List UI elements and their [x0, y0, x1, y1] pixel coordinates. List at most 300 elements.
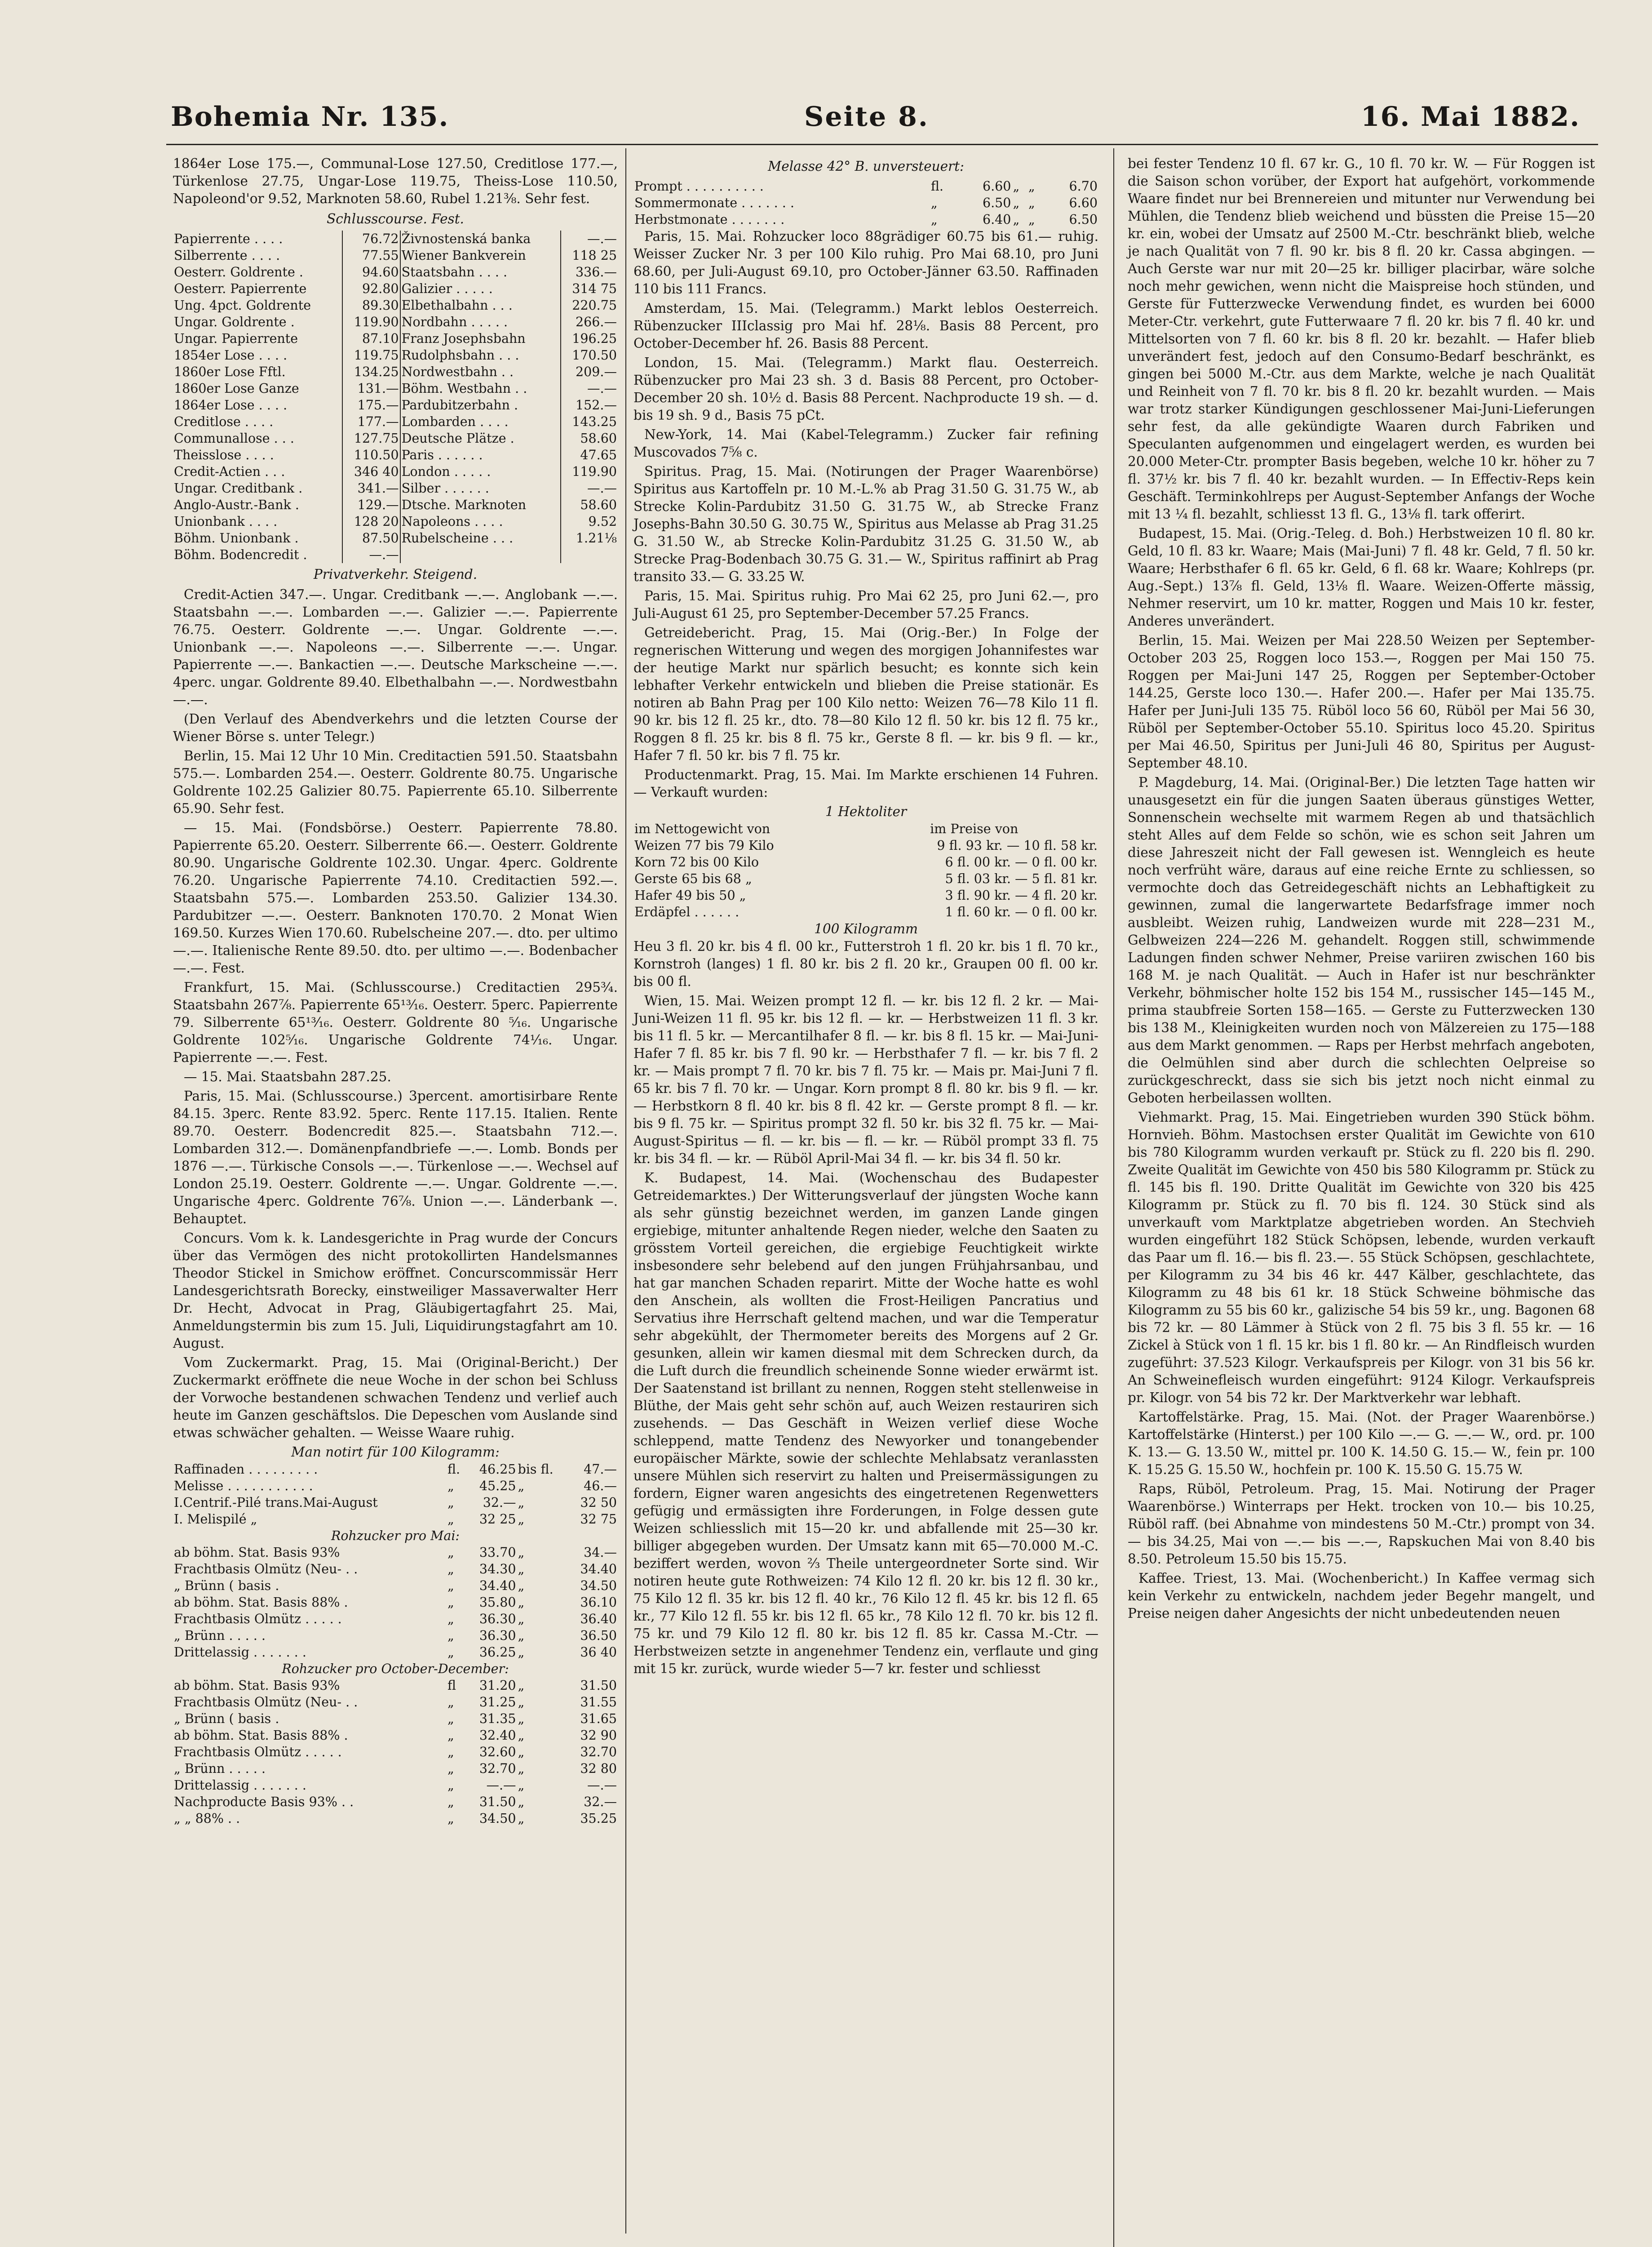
berlin-paragraph: Berlin, 15. Mai 12 Uhr 10 Min. Creditactien 591.50. Staatsbahn 575.—. Lombarden 254.—. Oesterr. Goldrente 80.75. Ungarische Goldrente 102.25 Galizier 80.75. Papierrente 65.10. Silberrente 65.90. Sehr fest. — [173, 748, 618, 816]
table-row — [633, 887, 1098, 904]
security-price: —.— — [587, 381, 617, 396]
zucker-note: Man notirt für 100 Kilogramm: — [291, 1444, 500, 1460]
frankfurt-paragraph: Frankfurt, 15. Mai. (Schlusscourse.) Creditactien 295¾. Staatsbahn 267⅞. Papierrente 65¹³⁄₁₆. Oesterr. 5perc. Papierrente 79. Silberrente 65¹³⁄₁₆. Oesterr. Goldrente 80 ⁵⁄₁₆. Ungarische Goldrente 102⁵⁄₁₆. Ungarische Goldrente 74¹⁄₁₆. Ungar. Papierrente —.—. Fest. — [173, 980, 618, 1065]
security-name: Nordbahn . . . . . — [400, 314, 561, 330]
zucker-label: Nachproducte Basis 93% . . — [174, 1794, 354, 1809]
header-rule — [166, 144, 1598, 145]
security-name: Staatsbahn . . . . — [400, 264, 561, 280]
column-rule-2 — [1113, 148, 1114, 2247]
zucker-price-to: 32.— — [584, 1794, 617, 1809]
security-name: Böhm. Bodencredit . — [173, 546, 342, 563]
wien-paragraph: Wien, 15. Mai. Weizen prompt 12 fl. — kr. bis 12 fl. 2 kr. — Mai-Juni-Weizen 11 fl. 95 kr. bis 12 fl. — kr. — Herbstweizen 11 fl. 3 kr. bis 11 fl. 5 kr. — Mercantilhafer 8 fl. — kr. bis 8 fl. 15 kr. — Mai-Juni-Hafer 7 fl. 85 kr. bis 7 fl. 90 kr. — Herbsthafer 7 fl. — kr. bis 7 fl. 2 kr. — Mais prompt 7 fl. 70 kr. bis 7 fl. 75 kr. — Mais pr. Mai-Juni 7 fl. 65 kr. bis 7 fl. 70 kr. — Ungar. Korn prompt 8 fl. 80 kr. bis 9 fl. — kr. — Herbstkorn 8 fl. 40 kr. bis 8 fl. 42 kr. — Gerste prompt 8 fl. — kr. bis 9 fl. 75 kr. — Spiritus prompt 32 fl. 50 kr. bis 32 fl. 75 kr. — Mai-August-Spiritus — fl. — kr. bis — fl. — kr. — Rüböl prompt 33 fl. 75 kr. bis 34 fl. — kr. — Rüböl April-Mai 34 fl. — kr. bis 34 fl. 50 kr. — [633, 993, 1098, 1166]
melasse-cell: 6.60 — [982, 179, 1011, 194]
zucker-price-to: 32 80 — [580, 1761, 617, 1776]
security-name: Elbethalbahn . . . — [400, 297, 561, 314]
table-row — [173, 1777, 618, 1794]
zucker-unit: „ — [447, 1578, 454, 1593]
melasse-cell: „ — [1028, 212, 1035, 227]
table-row — [173, 1528, 618, 1544]
zucker-price-from: 31.50 — [479, 1794, 516, 1809]
security-price — [561, 546, 618, 563]
table-row — [173, 1544, 618, 1561]
security-price: 143.25 — [572, 414, 617, 429]
frankfurt-staatsbahn-line: — 15. Mai. Staatsbahn 287.25. — [184, 1069, 391, 1084]
security-price: 134.25 — [342, 364, 400, 380]
table-row — [173, 413, 618, 430]
newyork-paragraph: New-York, 14. Mai (Kabel-Telegramm.) Zucker fair refining Muscovados 7⅝ c. — [633, 427, 1098, 460]
zucker-bis: „ — [518, 1479, 525, 1493]
zucker-unit: fl — [447, 1678, 456, 1693]
security-name — [400, 546, 561, 563]
zucker-price-to: 32 90 — [580, 1728, 617, 1743]
zucker-price-from: 33.70 — [479, 1545, 516, 1560]
productenmarkt-paragraph: Productenmarkt. Prag, 15. Mai. Im Markte erschienen 14 Fuhren. — Verkauft wurden: — [633, 767, 1098, 800]
security-price: 336.— — [576, 265, 617, 280]
table-row — [173, 280, 618, 297]
security-name: Galizier . . . . . — [400, 280, 561, 297]
security-price: 170.50 — [572, 348, 617, 363]
zucker-price-to: 36.40 — [580, 1612, 617, 1626]
table-row — [173, 364, 618, 380]
security-name: Deutsche Plätze . — [400, 430, 561, 447]
security-name: Credit-Actien . . . — [173, 463, 342, 480]
viehmarkt-paragraph: Viehmarkt. Prag, 15. Mai. Eingetrieben wurden 390 Stück böhm. Hornvieh. Böhm. Mastochsen erster Qualität im Gewichte von 610 bis 780 Kilogramm wurden verkauft pr. Stück zu fl. 220 bis fl. 290. Zweite Qualität im Gewichte von 450 bis 580 Kilogramm pr. Stück zu fl. 145 bis fl. 190. Dritte Qualität im Gewichte von 320 bis 425 Kilogramm pr. Stück zu fl. 70 bis fl. 124. 30 Stück sind als unverkauft vom Marktplatze abgetrieben worden. An Stechvieh wurden eingeführt 182 Stück Schöpsen, lebende, wurden verkauft das Paar um fl. 16.— bis fl. 23.—. 55 Stück Schöpsen, geschlachtete, per Kilogramm zu 34 bis 46 kr. 447 Kälber, geschlachtete, das Kilogramm zu 48 bis 61 kr. 18 Stück Schweine böhmische das Kilogramm zu 55 bis 60 kr., galizische 54 bis 59 kr., ung. Bagonen 68 bis 72 kr. — 80 Lämmer à Stück von 2 fl. 75 bis 3 fl. 55 kr. — 16 Zickel à Stück von 1 fl. 15 kr. bis 1 fl. 80 kr. — An Rindfleisch wurden zugeführt: 37.523 Kilogr. Verkaufspreis per Kilogr. von 31 bis 56 kr. An Schweinefleisch wurden eingeführt: 9124 Kilogr. Verkaufspreis pr. Kilogr. von 54 bis 72 kr. Der Marktverkehr war lebhaft. — [1128, 1110, 1595, 1405]
zucker-price-to: —.— — [587, 1778, 617, 1793]
zucker-price-from: 34.50 — [479, 1811, 516, 1826]
table-row — [633, 854, 1098, 870]
amsterdam-paragraph: Amsterdam, 15. Mai. (Telegramm.) Markt leblos Oesterreich. Rübenzucker IIIclassig pro Mai hf. 28⅛. Basis 88 Percent, pro October-December hf. 26. Basis 88 Percent. — [633, 301, 1098, 351]
table-row — [173, 314, 618, 330]
zucker-label: „ Brünn ( basis . — [174, 1711, 279, 1726]
melasse-title: Melasse 42° B. unversteuert: — [768, 159, 964, 174]
zucker-bis: „ — [518, 1562, 525, 1576]
grain-price: 3 fl. 90 kr. — 4 fl. 20 kr. — [945, 888, 1098, 903]
security-price: 118 25 — [572, 248, 617, 263]
column-3 — [1128, 155, 1595, 1624]
melasse-cell: Sommermonate . . . . . . . — [634, 195, 794, 210]
zucker-unit: „ — [447, 1495, 454, 1510]
security-price: 196.25 — [572, 331, 617, 346]
zucker-price-from: 45.25 — [479, 1479, 516, 1493]
zucker-bis: „ — [518, 1612, 525, 1626]
table-row — [173, 247, 618, 264]
security-name: Rudolphsbahn . . . — [400, 347, 561, 364]
security-price: 314 75 — [572, 281, 617, 296]
security-price: 175.— — [342, 397, 400, 413]
kaffee-paragraph: Kaffee. Triest, 13. Mai. (Wochenbericht.) In Kaffee vermag sich kein Verkehr zu entwickeln, nachdem jeder Begehr mangelt, und Preise neigen daher Angesichts der nicht unbedeutenden neuen — [1128, 1571, 1595, 1621]
table-row — [173, 1810, 618, 1827]
zucker-bis: „ — [518, 1545, 525, 1560]
zucker-bis: „ — [518, 1678, 525, 1693]
zucker-table — [173, 1461, 618, 1827]
zucker-price-to: 34.— — [584, 1545, 617, 1560]
table-row — [173, 1577, 618, 1594]
budapest-wochenschau-paragraph: K. Budapest, 14. Mai. (Wochenschau des Budapester Getreidemarktes.) Der Witterungsverlauf der jüngsten Woche kann als sehr günstig bezeichnet werden, im ganzen Lande gingen ergiebige, mitunter anhaltende Regen nieder, welche den Saaten zu grösstem Vorteil gereichen, die ergiebige Feuchtigkeit wirkte insbesondere sehr belebend auf den jungen Frühjahrsanbau, und hat gar manchen Schaden reparirt. Mitte der Woche hatte es wohl den Anschein, als wollten die Frost-Heiligen Pancratius und Servatius ihre Herrschaft geltend machen, und war die Temperatur sehr abgekühlt, der Thermometer bereits des Morgens auf 2 Gr. gesunken, allein wir kamen diesmal mit dem Schrecken durch, da die Luft durch die freundlich scheinende Sonne wieder erwärmt ist. Der Saatenstand ist brillant zu nennen, Roggen steht stellenweise in Blüthe, der Mais geht sehr schön auf, auch Weizen restauriren sich zusehends. — Das Geschäft in Weizen verlief diese Woche schleppend, matte Tendenz des Newyorker und tonangebender europäischer Märkte, sowie der schlechte Mehlabsatz veranlassten unsere Mühlen sich reservirt zu halten und Preisermässigungen zu fordern, Eigner waren angesichts des eingetretenen Regenwetters gefügig und ermässigten ihre Forderungen, in Folge dessen gute Weizen schliesslich mit 15—20 kr. und abfallende mit 25—30 kr. billiger abgegeben wurden. Der Umsatz kann mit 65—70.000 M.-C. beziffert werden, wovon ⅔ Theile untergeordneter Sorte sind. Wir notiren heute gute Rothweizen: 74 Kilo 12 fl. 20 kr. bis 12 fl. 30 kr., 75 Kilo 12 fl. 35 kr. bis 12 fl. 40 kr., 76 Kilo 12 fl. 45 kr. bis 12 fl. 65 kr., 77 Kilo 12 fl. 55 kr. bis 12 fl. 65 kr., 78 Kilo 12 fl. 70 kr. bis 12 fl. 75 kr. und 79 Kilo 12 fl. 80 kr. bis 12 fl. 85 kr. Cassa M.-Ctr. — Herbstweizen setzte in angenehmer Tendenz ein, verflaute und ging mit 15 kr. zurück, wurde wieder 5—7 kr. fester und schliesst — [633, 1170, 1098, 1676]
security-price: 346 40 — [342, 463, 400, 480]
grain-weight: Hafer 49 bis 50 „ — [634, 888, 746, 903]
security-name: Silber . . . . . . — [400, 480, 561, 497]
security-price: 87.50 — [342, 530, 400, 546]
table-row — [173, 1644, 618, 1661]
table-row — [633, 904, 1098, 920]
hektoliter-table — [633, 821, 1098, 920]
security-price: 89.30 — [342, 297, 400, 314]
zucker-bis: „ — [518, 1761, 525, 1776]
zucker-label: Drittelassig . . . . . . . — [174, 1645, 306, 1660]
table-row — [173, 380, 618, 397]
security-price: 131.— — [342, 380, 400, 397]
security-price: 58.60 — [580, 497, 617, 512]
melasse-cell: „ — [1028, 195, 1035, 210]
table-row — [173, 463, 618, 480]
zucker-label: ab böhm. Stat. Basis 93% — [174, 1678, 340, 1693]
security-name: Ung. 4pct. Goldrente — [173, 297, 342, 314]
zucker-price-to: 32 50 — [580, 1495, 617, 1510]
zucker-unit: „ — [447, 1761, 454, 1776]
security-price: 110.50 — [342, 447, 400, 463]
security-price: 1.21⅛ — [576, 531, 617, 546]
spiritus-paragraph: Spiritus. Prag, 15. Mai. (Notirungen der Prager Waarenbörse) Spiritus aus Kartoffeln pr. 10 M.-L.% ab Prag 31.50 G. 31.75 W., ab Strecke Kolin-Pardubitz 31.50 G. 31.75 W., ab Strecke Franz Josephs-Bahn 30.50 G. 30.75 W., Spiritus aus Melasse ab Prag 31.25 G. 31.50 W., ab Strecke Kolin-Pardubitz 31.25 G. 31.50 W., ab Strecke Prag-Bodenbach 30.75 G. 31.— W., Spiritus raffinirt ab Prag transito 33.— G. 33.25 W. — [633, 464, 1098, 584]
melasse-cell: „ — [1013, 195, 1020, 210]
security-price: 87.10 — [342, 330, 400, 347]
table-row — [173, 1710, 618, 1727]
zucker-price-to: 35.25 — [580, 1811, 617, 1826]
security-price: 209.— — [576, 364, 617, 379]
zucker-label: Frachtbasis Olmütz . . . . . — [174, 1612, 342, 1626]
security-price: 76.72 — [342, 231, 400, 247]
security-name: Wiener Bankverein — [400, 247, 561, 264]
budapest-telegram-paragraph: Budapest, 15. Mai. (Orig.-Teleg. d. Boh.) Herbstweizen 10 fl. 80 kr. Geld, 10 fl. 83 kr. Waare; Mais (Mai-Juni) 7 fl. 48 kr. Geld, 7 fl. 50 kr. Waare; Herbsthafer 6 fl. 65 kr. Geld, 6 fl. 68 kr. Waare; Kohlreps (pr. Aug.-Sept.) 13⅞ fl. Geld, 13⅛ fl. Waare. Weizen-Offerte mässig, Nehmer reservirt, um 10 kr. matter, Roggen und Mais 10 kr. fester, Anderes unverändert. — [1128, 526, 1595, 629]
security-price: 152.— — [576, 398, 617, 413]
newspaper-title: Bohemia Nr. 135. — [171, 101, 449, 133]
zucker-price-from: 34.40 — [479, 1578, 516, 1593]
zucker-subheading: Rohzucker pro October-December: — [282, 1661, 509, 1676]
security-name: Nordwestbahn . . — [400, 364, 561, 380]
schlusscourse-table — [173, 231, 618, 563]
table-row — [633, 178, 1098, 195]
security-name: Rubelscheine . . . — [400, 530, 561, 546]
zucker-price-from: 31.25 — [479, 1695, 516, 1710]
security-price: 127.75 — [342, 430, 400, 447]
table-row — [633, 837, 1098, 854]
zucker-subheading: Rohzucker pro Mai: — [331, 1528, 460, 1543]
paris-paragraph: Paris, 15. Mai. (Schlusscourse.) 3percent. amortisirbare Rente 84.15. 3perc. Rente 83.92. 5perc. Rente 117.15. Italien. Rente 89.70. Oesterr. Bodencredit 825.—. Staatsbahn 712.—. Lombarden 312.—. Domänenpfandbriefe —.—. Lomb. Bonds per 1876 —.—. Türkische Consols —.—. Türkenlose —.—. Wechsel auf London 25.19. Oesterr. Goldrente —.—. Ungar. Goldrente —.—. Ungarische 4perc. Goldrente 76⅞. Union —.—. Länderbank —. Behauptet. — [173, 1088, 618, 1226]
security-price: —.— — [587, 481, 617, 496]
table-row — [173, 1694, 618, 1710]
zucker-price-to: 36 40 — [580, 1645, 617, 1660]
table-row — [173, 397, 618, 413]
zucker-bis: „ — [518, 1711, 525, 1726]
security-name: Oesterr. Goldrente . — [173, 264, 342, 280]
zucker-unit: „ — [447, 1778, 454, 1793]
table-row — [173, 1794, 618, 1810]
table-row — [173, 231, 618, 247]
table-row — [173, 1561, 618, 1577]
melasse-cell: Prompt . . . . . . . . . . — [634, 179, 764, 194]
security-price: 266.— — [576, 315, 617, 329]
concurs-paragraph: Concurs. Vom k. k. Landesgerichte in Prag wurde der Concurs über das Vermögen des nicht protokollirten Handelsmannes Theodor Stickel in Smichow eröffnet. Concurscommissär Herr Landesgerichtsrath Borecky, einstweiliger Massaverwalter Herr Dr. Hecht, Advocat in Prag, Gläubigertagfahrt 25. Mai, Anmeldungstermin bis zum 15. Juli, Liquidirungstagfahrt am 10. August. — [173, 1230, 618, 1351]
security-name: Silberrente . . . . — [173, 247, 342, 264]
security-name: Böhm. Unionbank . — [173, 530, 342, 546]
zucker-label: Raffinaden . . . . . . . . . — [174, 1462, 318, 1477]
security-name: Anglo-Austr.-Bank . — [173, 497, 342, 513]
zucker-label: „ Brünn ( basis . — [174, 1578, 279, 1593]
budapest-continued-paragraph: bei fester Tendenz 10 fl. 67 kr. G., 10 fl. 70 kr. W. — Für Roggen ist die Saison schon vorüber, der Export hat aufgehört, vorkommende Waare findet nur bei Brennereien und mitunter nur Verwendung bei Mühlen, die Tendenz blieb weichend und büssten die Preise 15—20 kr. ein, wobei der Umsatz auf 2500 M.-Ctr. beschränkt blieb, welche je nach Qualität von 7 fl. 90 kr. bis 8 fl. 20 kr. Cassa abgingen. — Auch Gerste war nur mit 20—25 kr. billiger placirbar, wäre solche noch mehr gewichen, wenn nicht die Maispreise hoch stünden, und Gerste für Futterzwecke Verwendung findet, es wurden bei 6000 Meter-Ctr. verkehrt, gute Futterwaare 7 fl. 20 kr. bis 7 fl. 40 kr. und Mittelsorten von 7 fl. 60 kr. bis 8 fl. 20 kr. bezahlt. — Hafer blieb unverändert fest, jedoch auf den Consumo-Bedarf beschränkt, es gingen bei 5000 M.-Ctr. aus dem Markte, welche je nach Qualität und Reinheit von 7 fl. 70 kr. bis 8 fl. 20 kr. bezahlt wurden. — Mais war trotz starker Kündigungen geschlossener Mai-Juni-Lieferungen sehr fest, da alle gekündigte Waaren durch Fabriken und Speculanten aufgenommen und eingelagert werden, es wurden bei 20.000 Meter-Ctr. prompter Basis begeben, welche 10 kr. höher zu 7 fl. 37½ kr. bis 7 fl. 40 kr. bezahlt wurden. — In Effectiv-Reps kein Geschäft. Terminkohlreps per August-September Anfangs der Woche mit 13 ¼ fl. bezahlt, schliesst 13 fl. G., 13⅛ fl. tark offerirt. — [1128, 156, 1595, 522]
zucker-price-to: 36.50 — [580, 1628, 617, 1643]
table-row — [173, 1677, 618, 1694]
security-name: 1860er Lose Ganze — [173, 380, 342, 397]
zucker-label: Frachtbasis Olmütz . . . . . — [174, 1745, 342, 1759]
security-name: Lombarden . . . . — [400, 413, 561, 430]
security-name: Ungar. Creditbank . — [173, 480, 342, 497]
security-name: Živnostenská banka — [400, 231, 561, 247]
security-price: 9.52 — [588, 514, 617, 529]
zucker-price-from: 32 25 — [479, 1512, 516, 1527]
grain-weight: Gerste 65 bis 68 „ — [634, 871, 752, 886]
zucker-bis: „ — [518, 1512, 525, 1527]
zucker-label: ab böhm. Stat. Basis 88% . — [174, 1595, 348, 1610]
melasse-cell: „ — [930, 195, 938, 210]
table-row — [173, 1627, 618, 1644]
security-price: 94.60 — [342, 264, 400, 280]
security-name: London . . . . . — [400, 463, 561, 480]
security-price: 119.90 — [342, 314, 400, 330]
zucker-unit: „ — [447, 1745, 454, 1759]
melasse-cell: 6.50 — [982, 195, 1011, 210]
table-row — [173, 530, 618, 546]
table-row — [173, 297, 618, 314]
security-price: 47.65 — [580, 448, 617, 462]
table-row — [173, 264, 618, 280]
zucker-unit: „ — [447, 1612, 454, 1626]
melasse-cell: 6.70 — [1069, 179, 1098, 194]
zucker-price-to: 34.50 — [580, 1578, 617, 1593]
privatverkehr-paragraph: Credit-Actien 347.—. Ungar. Creditbank —.—. Anglobank —.—. Staatsbahn —.—. Lombarden —.—. Galizier —.—. Papierrente 76.75. Oesterr. Goldrente —.—. Ungar. Goldrente —.—. Unionbank —.—. Napoleons —.—. Silberrente —.—. Ungar. Papierrente —.—. Bankactien —.—. Deutsche Markscheine —.—. 4perc. ungar. Goldrente 89.40. Elbethalbahn —.—. Nordwestbahn —.—. — [173, 587, 618, 707]
zucker-bis: bis fl. — [518, 1462, 554, 1477]
zucker-unit: „ — [447, 1595, 454, 1610]
zucker-price-to: 31.50 — [580, 1678, 617, 1693]
security-name: Böhm. Westbahn . . — [400, 380, 561, 397]
melasse-cell: 6.60 — [1069, 195, 1098, 210]
zucker-unit: fl. — [447, 1462, 461, 1477]
security-name: Oesterr. Papierrente — [173, 280, 342, 297]
column-2 — [633, 155, 1098, 1679]
table-row — [173, 513, 618, 530]
table-row — [173, 546, 618, 563]
security-name: Papierrente . . . . — [173, 231, 342, 247]
zucker-bis: „ — [518, 1778, 525, 1793]
zucker-price-from: 32.— — [483, 1495, 516, 1510]
zucker-label: „ Brünn . . . . . — [174, 1628, 266, 1643]
security-name: 1864er Lose . . . . — [173, 397, 342, 413]
zucker-price-to: 36.10 — [580, 1595, 617, 1610]
security-price: 77.55 — [342, 247, 400, 264]
zucker-price-from: 32.40 — [479, 1728, 516, 1743]
zucker-price-from: 35.80 — [479, 1595, 516, 1610]
security-name: 1854er Lose . . . . — [173, 347, 342, 364]
zucker-label: Drittelassig . . . . . . . — [174, 1778, 306, 1793]
security-name: Napoleons . . . . — [400, 513, 561, 530]
security-price: 119.90 — [572, 464, 617, 479]
melasse-cell: „ — [1013, 212, 1020, 227]
kartoffelstaerke-paragraph: Kartoffelstärke. Prag, 15. Mai. (Not. der Prager Waarenbörse.) Kartoffelstärke (Hinterst.) per 100 Kilo —.— G. —.— W., ord. pr. 100 K. 13.— G. 13.50 W., mittel pr. 100 K. 14.50 G. 15.— W., fein pr. 100 K. 15.25 G. 15.50 W., hochfein pr. 100 K. 15.50 G. 15.75 W. — [1128, 1409, 1595, 1477]
table-row — [173, 1511, 618, 1528]
grain-price: 1 fl. 60 kr. — 0 fl. 00 kr. — [945, 905, 1098, 919]
grain-price: 9 fl. 93 kr. — 10 fl. 58 kr. — [937, 838, 1098, 853]
security-name: Pardubitzerbahn . — [400, 397, 561, 413]
security-price: 92.80 — [342, 280, 400, 297]
table-row — [173, 1760, 618, 1777]
column-rule-1 — [625, 148, 626, 2234]
zucker-price-from: 31.20 — [479, 1678, 516, 1693]
privatverkehr-title: Privatverkehr. Steigend. — [313, 567, 478, 582]
grain-price: 6 fl. 00 kr. — 0 fl. 00 kr. — [945, 855, 1098, 870]
table-row — [173, 1727, 618, 1744]
zucker-price-from: —.— — [486, 1778, 516, 1793]
security-price: 129.— — [342, 497, 400, 513]
security-name: Ungar. Papierrente — [173, 330, 342, 347]
zucker-price-to: 31.55 — [580, 1695, 617, 1710]
melasse-cell: 6.40 — [982, 212, 1011, 227]
zucker-unit: „ — [447, 1695, 454, 1710]
melasse-cell: fl. — [930, 179, 943, 194]
zucker-unit: „ — [447, 1711, 454, 1726]
zucker-label: Melisse . . . . . . . . . . . — [174, 1479, 313, 1493]
raps-paragraph: Raps, Rüböl, Petroleum. Prag, 15. Mai. Notirung der Prager Waarenbörse.) Winterraps per Hekt. trocken von 10.— bis 10.25, Rüböl raff. (bei Abnahme von mindestens 50 M.-Ctr.) prompt von 34.— bis 34.25, Mai von —.— bis —.—, Rapskuchen Mai von 8.40 bis 8.50. Petroleum 15.50 bis 15.75. — [1128, 1481, 1595, 1567]
zucker-unit: „ — [447, 1545, 454, 1560]
melasse-cell: „ — [930, 212, 938, 227]
zucker-price-to: 32 75 — [580, 1512, 617, 1527]
security-name: Communallose . . . — [173, 430, 342, 447]
zucker-bis: „ — [518, 1728, 525, 1743]
table-row — [173, 497, 618, 513]
vienna-lottery-paragraph: 1864er Lose 175.—, Communal-Lose 127.50, Creditlose 177.—, Türkenlose 27.75, Ungar-Lose 119.75, Theiss-Lose 110.50, Napoleond'or 9.52, Marknoten 58.60, Rubel 1.21⅜. Sehr fest. — [173, 156, 618, 206]
zucker-bis: „ — [518, 1495, 525, 1510]
zucker-label: „ Brünn . . . . . — [174, 1761, 266, 1776]
table-row — [633, 211, 1098, 228]
london-paragraph: London, 15. Mai. (Telegramm.) Markt flau. Oesterreich. Rübenzucker pro Mai 23 sh. 3 d. Basis 88 Percent, pro October-December 20 sh. 10½ d. Basis 88 Percent. Nachproducte 19 sh. — d. bis 19 sh. 9 d., Basis 75 pCt. — [633, 355, 1098, 423]
security-name: Ungar. Goldrente . — [173, 314, 342, 330]
zucker-label: Frachtbasis Olmütz (Neu- . . — [174, 1562, 358, 1576]
zucker-price-to: 46.— — [584, 1479, 617, 1493]
paris-spiritus-paragraph: Paris, 15. Mai. Spiritus ruhig. Pro Mai 62 25, pro Juni 62.—, pro Juli-August 61 25, pro September-December 57.25 Francs. — [633, 588, 1098, 621]
berlin-getreide-paragraph: Berlin, 15. Mai. Weizen per Mai 228.50 Weizen per September-October 203 25, Roggen loco 153.—, Roggen per Mai 150 75. Roggen per Mai-Juni 147 25, Roggen per September-October 144.25, Gerste loco 130.—. Hafer 200.—. Hafer per Mai 135.75. Hafer per Juni-Juli 135 75. Rüböl loco 56 60, Rüböl per Mai 56 30, Rüböl per September-October 55.10. Spiritus loco 45.20. Spiritus per Mai 46.50, Spiritus per Juni-Juli 46 80, Spiritus per August-September 48.10. — [1128, 633, 1595, 771]
grain-weight: Weizen 77 bis 79 Kilo — [634, 838, 774, 853]
security-name: Theisslose . . . . — [173, 447, 342, 463]
zucker-label: I. Melispilé „ — [174, 1512, 257, 1527]
security-price: 341.— — [342, 480, 400, 497]
zucker-price-from: 36.30 — [479, 1628, 516, 1643]
table-row — [173, 1611, 618, 1627]
column-1 — [173, 155, 618, 1827]
hektoliter-title: 1 Hektoliter — [825, 804, 907, 819]
security-price: —.— — [587, 231, 617, 246]
zucker-bis: „ — [518, 1595, 525, 1610]
zucker-bis: „ — [518, 1578, 525, 1593]
hektoliter-head-weight: im Nettogewicht von — [634, 822, 771, 836]
zucker-price-from: 36.25 — [479, 1645, 516, 1660]
table-row — [173, 347, 618, 364]
berlin-fonds-paragraph: — 15. Mai. (Fondsbörse.) Oesterr. Papierrente 78.80. Papierrente 65.20. Oesterr. Silberrente 66.—. Oesterr. Goldrente 80.90. Ungarische Goldrente 102.30. Ungar. 4perc. Goldrente 76.20. Ungarische Papierrente 74.10. Creditactien 592.—. Staatsbahn 575.—. Lombarden 253.50. Galizier 134.30. Pardubitzer —.—. Oesterr. Banknoten 170.70. 2 Monat Wien 169.50. Kurzes Wien 170.60. Rubelscheine 207.—. dto. per ultimo —.—. Italienische Rente 89.50. dto. per ultimo —.—. Bodenbacher —.—. Fest. — [173, 820, 618, 976]
zucker-price-to: 31.65 — [580, 1711, 617, 1726]
zucker-price-to: 34.40 — [580, 1562, 617, 1576]
kilogramm-title: 100 Kilogramm — [814, 921, 918, 937]
zucker-bis: „ — [518, 1695, 525, 1710]
table-row — [633, 195, 1098, 211]
table-row — [173, 1661, 618, 1677]
table-row — [173, 1744, 618, 1760]
melasse-cell: Herbstmonate . . . . . . . — [634, 212, 785, 227]
security-name: Paris . . . . . . — [400, 447, 561, 463]
grain-price: 5 fl. 03 kr. — 5 fl. 81 kr. — [945, 871, 1098, 886]
privatverkehr-note: (Den Verlauf des Abendverkehrs und die letzten Course der Wiener Börse s. unter Telegr.) — [173, 711, 618, 744]
security-name: Dtsche. Marknoten — [400, 497, 561, 513]
table-row — [173, 1461, 618, 1478]
security-price: 58.60 — [580, 431, 617, 446]
zucker-price-from: 36.30 — [479, 1612, 516, 1626]
security-name: Creditlose . . . . — [173, 413, 342, 430]
zucker-price-to: 32.70 — [580, 1745, 617, 1759]
zucker-bis: „ — [518, 1628, 525, 1643]
zucker-price-from: 32.60 — [479, 1745, 516, 1759]
grain-weight: Erdäpfel . . . . . . — [634, 905, 740, 919]
table-row — [173, 480, 618, 497]
zucker-label: „ „ 88% . . — [174, 1811, 240, 1826]
zucker-label: ab böhm. Stat. Basis 93% — [174, 1545, 340, 1560]
security-price: —.— — [342, 546, 400, 563]
melasse-table — [633, 178, 1098, 228]
melasse-cell: 6.50 — [1069, 212, 1098, 227]
security-price: 220.75 — [572, 298, 617, 313]
grain-weight: Korn 72 bis 00 Kilo — [634, 855, 759, 870]
zucker-label: Frachtbasis Olmütz (Neu- . . — [174, 1695, 358, 1710]
table-row — [173, 1494, 618, 1511]
issue-date: 16. Mai 1882. — [1360, 101, 1580, 133]
kilogramm-paragraph: Heu 3 fl. 20 kr. bis 4 fl. 00 kr., Futterstroh 1 fl. 20 kr. bis 1 fl. 70 kr., Kornstroh (langes) 1 fl. 80 kr. bis 2 fl. 20 kr., Graupen 00 fl. 00 kr. bis 00 fl. — [633, 939, 1098, 989]
zucker-label: I.Centrif.-Pilé trans.Mai-August — [174, 1495, 378, 1510]
zucker-unit: „ — [447, 1512, 454, 1527]
page-header — [171, 101, 1589, 151]
zucker-bis: „ — [518, 1745, 525, 1759]
table-row — [633, 870, 1098, 887]
zucker-unit: „ — [447, 1628, 454, 1643]
zucker-unit: „ — [447, 1479, 454, 1493]
zucker-price-to: 47.— — [584, 1462, 617, 1477]
security-price: 119.75 — [342, 347, 400, 364]
table-row — [173, 1594, 618, 1611]
security-name: Unionbank . . . . — [173, 513, 342, 530]
schlusscourse-title: Schlusscourse. Fest. — [327, 211, 464, 226]
security-name: 1860er Lose Fftl. — [173, 364, 342, 380]
zucker-label: ab böhm. Stat. Basis 88% . — [174, 1728, 348, 1743]
melasse-cell: „ — [1013, 179, 1020, 194]
zucker-price-from: 32.70 — [479, 1761, 516, 1776]
zucker-price-from: 31.35 — [479, 1711, 516, 1726]
hektoliter-head-price: im Preise von — [930, 822, 1019, 836]
table-row — [173, 330, 618, 347]
security-price: 128 20 — [342, 513, 400, 530]
table-row — [173, 447, 618, 463]
zucker-unit: „ — [447, 1794, 454, 1809]
paris-zucker-paragraph: Paris, 15. Mai. Rohzucker loco 88grädiger 60.75 bis 61.— ruhig. Weisser Zucker Nr. 3 per 100 Kilo ruhig. Pro Mai 68.10, pro Juni 68.60, per Juli-August 69.10, pro October-Jänner 63.50. Raffinaden 110 bis 111 Francs. — [633, 229, 1098, 297]
zucker-unit: „ — [447, 1728, 454, 1743]
zucker-unit: „ — [447, 1562, 454, 1576]
zucker-bis: „ — [518, 1645, 525, 1660]
zucker-unit: „ — [447, 1811, 454, 1826]
table-row — [173, 430, 618, 447]
zucker-bis: „ — [518, 1811, 525, 1826]
zuckermarkt-paragraph: Vom Zuckermarkt. Prag, 15. Mai (Original-Bericht.) Der Zuckermarkt eröffnete die neue Woche in der schon bei Schluss der Vorwoche bestandenen schwachen Tendenz und verlief auch heute im Ganzen geschäftslos. Die Depeschen vom Auslande sind etwas schwächer gehalten. — Weisse Waare ruhig. — [173, 1355, 618, 1440]
